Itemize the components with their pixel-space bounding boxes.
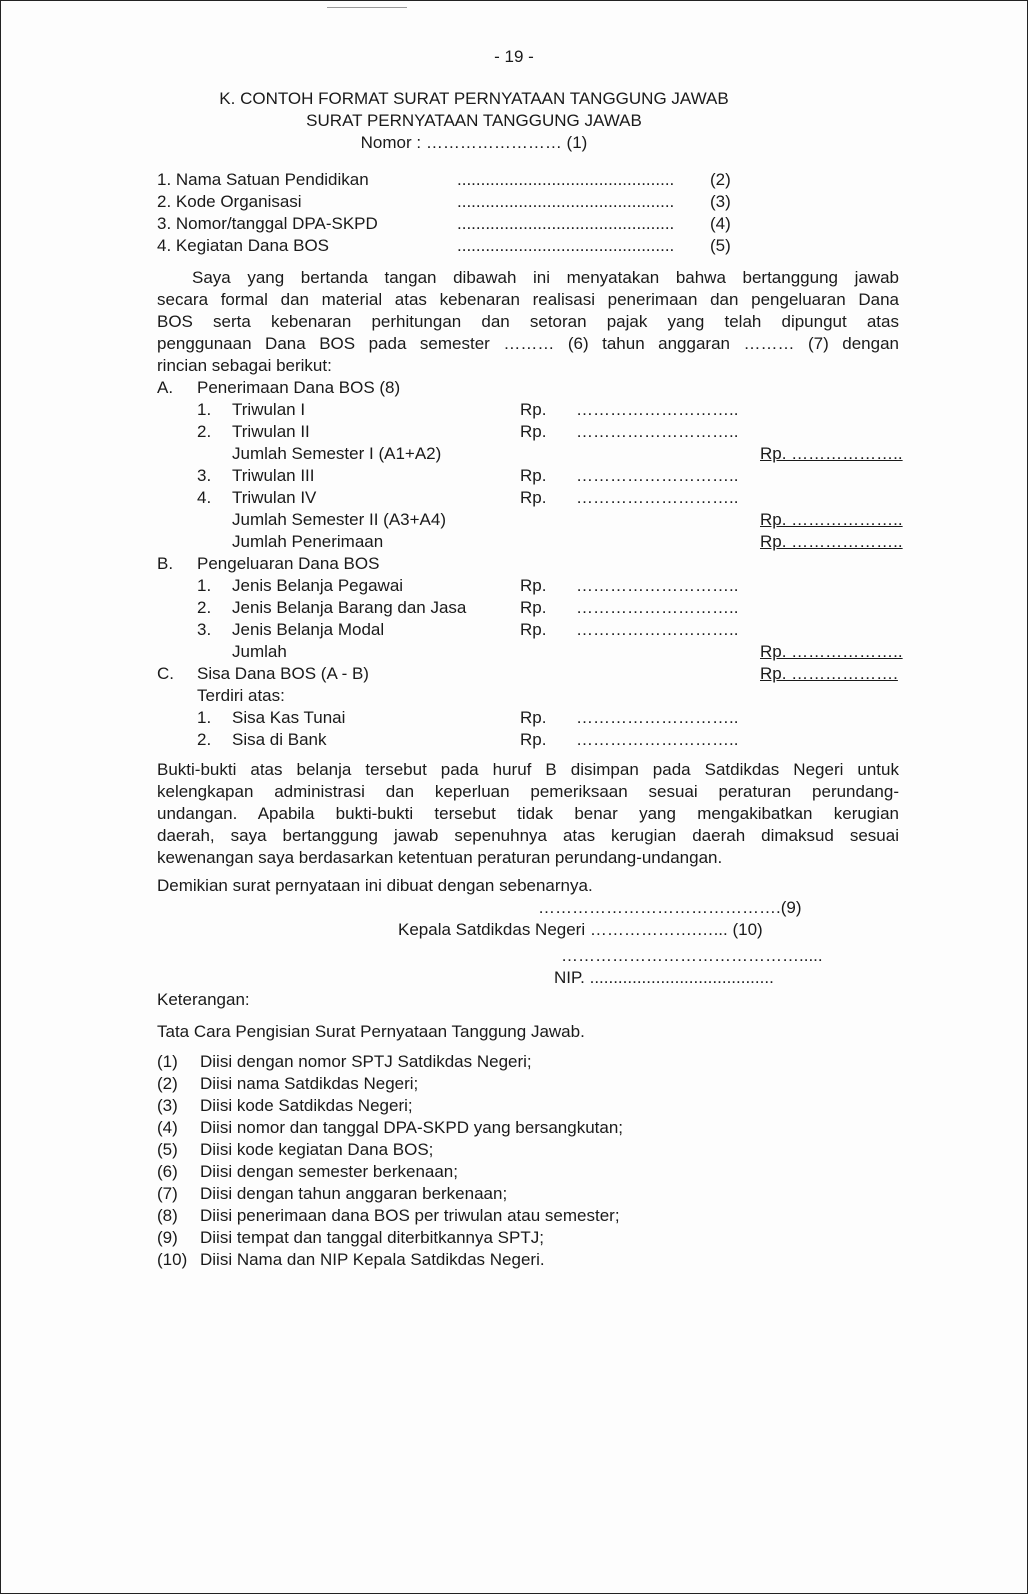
statement-line: penggunaan Dana BOS pada semester ……… (6) tahun anggaran ……… (7) dengan	[157, 334, 899, 353]
instruction-num: (4)	[157, 1118, 178, 1137]
row-num: 1.	[197, 576, 212, 595]
row-num: 2.	[197, 598, 212, 617]
row-total: Rp. ………………..	[760, 510, 903, 529]
row-rp: Rp.	[520, 400, 547, 419]
row-dots: ………………………..	[576, 730, 739, 749]
row-num: 1.	[197, 708, 212, 727]
row-rp: Rp.	[520, 708, 547, 727]
row-dots: ………………………..	[576, 620, 739, 639]
heading-line-3: Nomor : …………………… (1)	[360, 133, 588, 152]
instruction-text: Diisi kode kegiatan Dana BOS;	[200, 1140, 434, 1159]
instruction-text: Diisi dengan nomor SPTJ Satdikdas Negeri;	[200, 1052, 532, 1071]
row-label: Jenis Belanja Modal	[232, 620, 385, 639]
field-ref: (3)	[710, 192, 731, 211]
section-title: Penerimaan Dana BOS (8)	[197, 378, 401, 397]
row-total: Rp. ………………..	[760, 642, 903, 661]
field-dots: ..............................................	[457, 192, 675, 211]
section-letter: B.	[157, 554, 174, 573]
page-number: - 19 -	[494, 47, 534, 66]
instruction-text: Diisi dengan tahun anggaran berkenaan;	[200, 1184, 508, 1203]
statement-line: secara formal dan material atas kebenaran realisasi penerimaan dan pengeluaran Dana	[157, 290, 899, 309]
section-subtitle: Terdiri atas:	[197, 686, 285, 705]
row-num: 2.	[197, 730, 212, 749]
field-dots: ..............................................	[457, 214, 675, 233]
instruction-text: Diisi nama Satdikdas Negeri;	[200, 1074, 419, 1093]
instruction-text: Diisi tempat dan tanggal diterbitkannya SPTJ;	[200, 1228, 544, 1247]
section-letter: C.	[157, 664, 174, 683]
row-label: Jumlah Semester I (A1+A2)	[232, 444, 442, 463]
row-label: Jumlah Semester II (A3+A4)	[232, 510, 447, 529]
section-letter: A.	[157, 378, 174, 397]
instruction-num: (9)	[157, 1228, 178, 1247]
row-rp: Rp.	[520, 576, 547, 595]
row-num: 1.	[197, 400, 212, 419]
row-dots: ………………………..	[576, 422, 739, 441]
signatory-nip: NIP. .......................................	[554, 968, 774, 987]
row-dots: ………………………..	[576, 598, 739, 617]
row-rp: Rp.	[520, 598, 547, 617]
field-label: 2. Kode Organisasi	[157, 192, 302, 211]
instruction-num: (2)	[157, 1074, 178, 1093]
closing-statement: Demikian surat pernyataan ini dibuat dengan sebenarnya.	[157, 876, 593, 895]
instruction-text: Diisi Nama dan NIP Kepala Satdikdas Negeri.	[200, 1250, 545, 1269]
row-num: 3.	[197, 466, 212, 485]
row-rp: Rp.	[520, 730, 547, 749]
place-date: …………………………………….(9)	[538, 898, 802, 917]
instruction-num: (7)	[157, 1184, 178, 1203]
instruction-num: (5)	[157, 1140, 178, 1159]
row-dots: ………………………..	[576, 400, 739, 419]
row-dots: ………………………..	[576, 466, 739, 485]
row-label: Jumlah Penerimaan	[232, 532, 384, 551]
row-rp: Rp.	[520, 488, 547, 507]
row-num: 3.	[197, 620, 212, 639]
field-dots: ..............................................	[457, 236, 675, 255]
statement-line: rincian sebagai berikut:	[157, 356, 332, 375]
field-ref: (5)	[710, 236, 731, 255]
instruction-num: (3)	[157, 1096, 178, 1115]
row-rp: Rp.	[520, 422, 547, 441]
row-total: Rp. ………………..	[760, 532, 903, 551]
row-total: Rp. ………………..	[760, 444, 903, 463]
row-rp: Rp.	[520, 466, 547, 485]
evidence-line: kewenangan saya berdasarkan ketentuan peraturan perundang-undangan.	[157, 848, 723, 867]
row-dots: ………………………..	[576, 576, 739, 595]
instruction-num: (6)	[157, 1162, 178, 1181]
instruction-text: Diisi nomor dan tanggal DPA-SKPD yang bersangkutan;	[200, 1118, 624, 1137]
row-label: Jumlah	[232, 642, 287, 661]
row-label: Jenis Belanja Pegawai	[232, 576, 404, 595]
evidence-line: undangan. Apabila bukti-bukti tersebut tidak benar yang mengakibatkan kerugian	[157, 804, 899, 823]
row-label: Triwulan I	[232, 400, 306, 419]
field-dots: ..............................................	[457, 170, 675, 189]
instruction-num: (10)	[157, 1250, 188, 1269]
notes-label: Keterangan:	[157, 990, 250, 1009]
instruction-text: Diisi kode Satdikdas Negeri;	[200, 1096, 413, 1115]
row-total: Rp. ……………….	[760, 664, 898, 683]
heading-line-1: K. CONTOH FORMAT SURAT PERNYATAAN TANGGUNG JAWAB	[219, 89, 729, 108]
row-label: Triwulan III	[232, 466, 315, 485]
section-title: Pengeluaran Dana BOS	[197, 554, 380, 573]
field-label: 1. Nama Satuan Pendidikan	[157, 170, 369, 189]
instruction-num: (8)	[157, 1206, 178, 1225]
signatory-title: Kepala Satdikdas Negeri ……………….…... (10)	[398, 920, 763, 939]
field-ref: (2)	[710, 170, 731, 189]
scan-mark	[327, 7, 407, 8]
field-label: 4. Kegiatan Dana BOS	[157, 236, 330, 255]
row-label: Triwulan II	[232, 422, 310, 441]
instruction-text: Diisi dengan semester berkenaan;	[200, 1162, 458, 1181]
evidence-line: kelengkapan administrasi dan keperluan pemeriksaan sesuai peraturan perundang-	[157, 782, 899, 801]
instruction-text: Diisi penerimaan dana BOS per triwulan atau semester;	[200, 1206, 620, 1225]
heading-line-2: SURAT PERNYATAAN TANGGUNG JAWAB	[306, 111, 642, 130]
statement-line: BOS serta kebenaran perhitungan dan setoran pajak yang telah dipungut atas	[157, 312, 899, 331]
row-num: 2.	[197, 422, 212, 441]
instructions-title: Tata Cara Pengisian Surat Pernyataan Tanggung Jawab.	[157, 1022, 585, 1041]
statement-line: Saya yang bertanda tangan dibawah ini menyatakan bahwa bertanggung jawab	[192, 268, 899, 287]
row-label: Sisa Kas Tunai	[232, 708, 346, 727]
row-label: Sisa di Bank	[232, 730, 327, 749]
instruction-num: (1)	[157, 1052, 178, 1071]
evidence-line: Bukti-bukti atas belanja tersebut pada huruf B disimpan pada Satdikdas Negeri untuk	[157, 760, 899, 779]
row-dots: ………………………..	[576, 708, 739, 727]
field-ref: (4)	[710, 214, 731, 233]
row-dots: ………………………..	[576, 488, 739, 507]
signatory-name: …………………………………….....	[561, 946, 823, 965]
row-rp: Rp.	[520, 620, 547, 639]
field-label: 3. Nomor/tanggal DPA-SKPD	[157, 214, 378, 233]
row-num: 4.	[197, 488, 212, 507]
section-title: Sisa Dana BOS (A - B)	[197, 664, 369, 683]
row-label: Jenis Belanja Barang dan Jasa	[232, 598, 467, 617]
evidence-line: daerah, saya bertanggung jawab sepenuhnya atas kerugian daerah dimaksud sesuai	[157, 826, 899, 845]
row-label: Triwulan IV	[232, 488, 317, 507]
